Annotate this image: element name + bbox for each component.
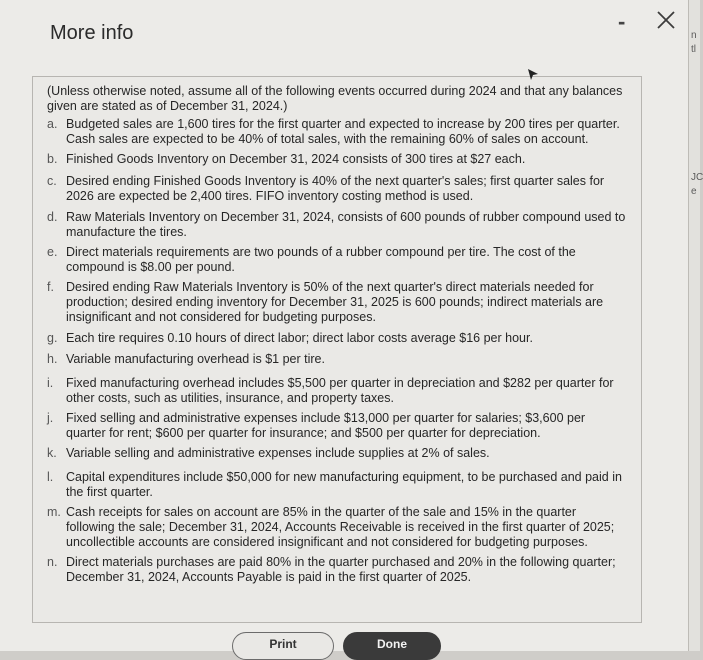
item-marker: h. <box>47 352 58 366</box>
item-marker: m. <box>47 505 61 519</box>
item-marker: k. <box>47 446 57 460</box>
item-marker: n. <box>47 555 58 569</box>
item-text: Variable selling and administrative expenses include supplies at 2% of sales. <box>66 446 490 460</box>
item-text: Each tire requires 0.10 hours of direct labor; direct labor costs average $16 per hour. <box>66 331 533 345</box>
item-text: Direct materials purchases are paid 80% in the quarter purchased and 20% in the following quarter; December 31, 2024, Accounts Payable is paid in the first quarter of 2025. <box>66 555 616 584</box>
item-marker: j. <box>47 411 54 425</box>
minimize-button[interactable]: - <box>618 9 626 34</box>
side-text: n <box>691 30 697 41</box>
side-text: JC <box>691 172 703 183</box>
item-marker: g. <box>47 331 58 345</box>
item-marker: l. <box>47 470 54 484</box>
close-button[interactable] <box>654 8 678 32</box>
intro-text: (Unless otherwise noted, assume all of the following events occurred during 2024 and that any balances given are stated as of December 31, 2024.) <box>47 84 623 113</box>
side-text: tl <box>691 44 696 55</box>
item-text: Direct materials requirements are two pounds of a rubber compound per tire. The cost of the compound is $8.00 per pound. <box>66 245 576 274</box>
item-marker: f. <box>47 280 54 294</box>
mouse-cursor-icon <box>527 68 539 82</box>
item-marker: d. <box>47 210 58 224</box>
item-text: Desired ending Finished Goods Inventory is 40% of the next quarter's sales; first quarter sales for 2026 are expected be 2,400 tires. FIFO inventory costing method is used. <box>66 174 605 203</box>
item-marker: b. <box>47 152 58 166</box>
info-panel <box>32 76 642 623</box>
item-marker: c. <box>47 174 57 188</box>
item-text: Cash receipts for sales on account are 85% in the quarter of the sale and 15% in the quarter following the sale; December 31, 2024, Accounts Receivable is received in the first quarter of 2025; uncollectible accounts are considered insignificant and not considered for budgeting purposes. <box>66 505 615 549</box>
background-window-edge <box>689 0 703 651</box>
print-button[interactable]: Print <box>232 632 334 660</box>
dialog-title: More info <box>50 22 134 44</box>
item-text: Finished Goods Inventory on December 31, 2024 consists of 300 tires at $27 each. <box>66 152 526 166</box>
side-text: e <box>691 186 697 197</box>
done-button[interactable]: Done <box>343 632 441 660</box>
item-text: Budgeted sales are 1,600 tires for the first quarter and expected to increase by 200 tires per quarter. Cash sales are expected to be 40% of total sales, with the remaining 60% of sales on account. <box>66 117 620 146</box>
close-icon <box>654 8 678 32</box>
item-text: Fixed selling and administrative expenses include $13,000 per quarter for salaries; $3,600 per quarter for rent; $600 per quarter for insurance; and $500 per quarter for depreciation. <box>66 411 586 440</box>
item-marker: e. <box>47 245 58 259</box>
item-text: Desired ending Raw Materials Inventory is 50% of the next quarter's direct materials needed for production; desired ending inventory for December 31, 2025 is 600 pounds; indirect materials are insignificant and not considered for budgeting purposes. <box>66 280 604 324</box>
item-text: Variable manufacturing overhead is $1 per tire. <box>66 352 325 366</box>
item-text: Capital expenditures include $50,000 for new manufacturing equipment, to be purchased and paid in the first quarter. <box>66 470 622 499</box>
item-text: Raw Materials Inventory on December 31, 2024, consists of 600 pounds of rubber compound used to manufacture the tires. <box>66 210 626 239</box>
item-marker: a. <box>47 117 58 131</box>
item-marker: i. <box>47 376 54 390</box>
item-text: Fixed manufacturing overhead includes $5,500 per quarter in depreciation and $282 per quarter for other costs, such as utilities, insurance, and property taxes. <box>66 376 614 405</box>
